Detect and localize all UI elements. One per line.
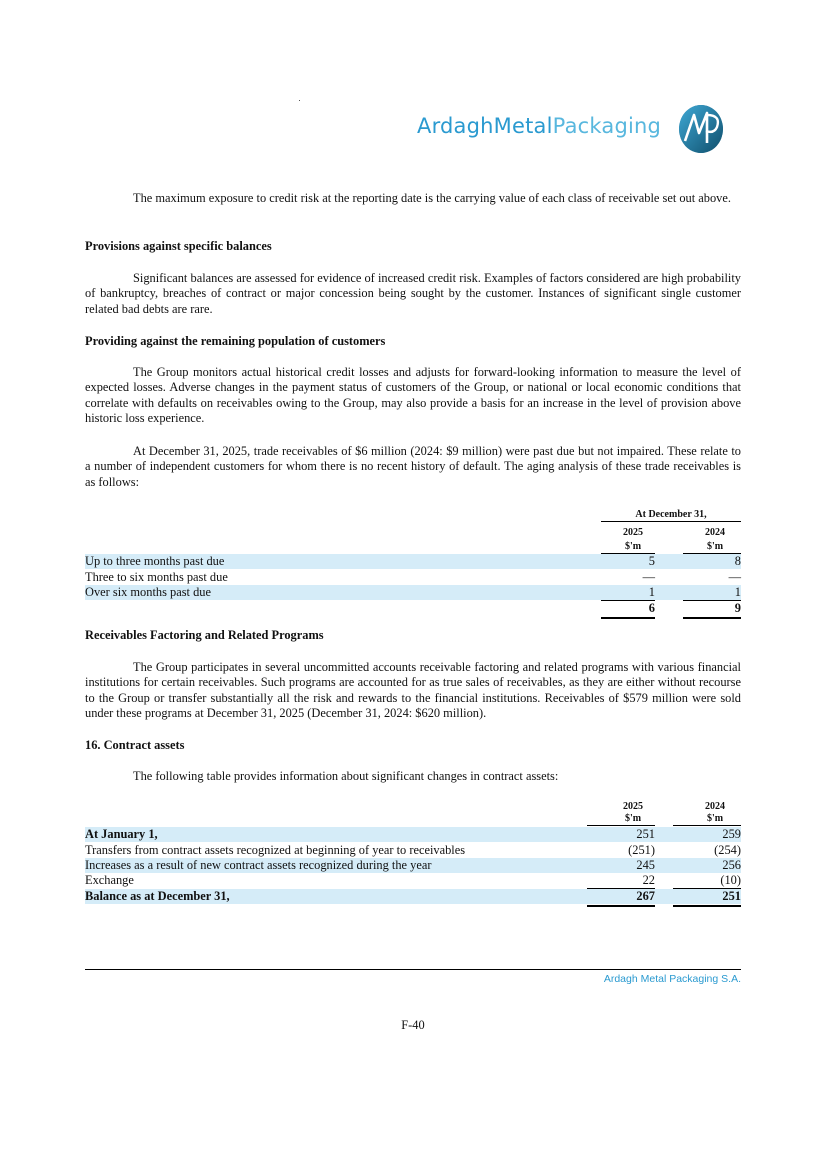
aging-col-2025-unit: $'m [624,541,642,552]
contract-col-2024-year: 2024 [705,801,725,812]
aging-table [85,508,741,620]
contract-total-rule-2024 [673,905,741,907]
aging-group-rule [601,521,741,522]
footer-divider [85,969,741,970]
table-row: Transfers from contract assets recognized at beginning of year to receivables (251) (254) [85,843,741,857]
company-logo [417,103,727,155]
logo-wordmark: ArdaghMetalPackaging [417,114,662,138]
table-row: Up to three months past due 5 8 [85,554,741,568]
table-row: Balance as at December 31, 267 251 [85,889,741,903]
aging-total-rule-2025 [601,617,655,619]
heading-contract-assets: 16. Contract assets [85,738,185,752]
heading-specific-balances: Provisions against specific balances [85,239,272,253]
aging-total-rule-2024 [683,617,741,619]
aging-col-2025-year: 2025 [623,527,643,538]
table-row: Exchange 22 (10) [85,873,741,887]
contract-total-rule-2025 [587,905,655,907]
paragraph-contract-intro: The following table provides information about significant changes in contract assets: [133,769,559,783]
paragraph-historical-losses: The Group monitors actual historical credit losses and adjusts for forward-looking information to measure the level of expected losses. Adverse changes in the payment status of customers of the Group, or national or local economic conditions that correlate with defaults on receivables owing to the Group, may also provide a basis for an increase in the level of provision above historic loss experience. [85,365,741,425]
paragraph-specific-balances: Significant balances are assessed for evidence of increased credit risk. Examples of factors considered are high probability of bankruptcy, breaches of contract or major concession being sought by the customer. Instances of significant single customer related bad debts are rare. [85,271,741,316]
amp-monogram-icon [677,103,725,155]
table-row: Increases as a result of new contract assets recognized during the year 245 256 [85,858,741,872]
aging-group-header: At December 31, [635,509,707,520]
aging-col-2024-unit: $'m [706,541,724,552]
contract-col-2025-rule [587,825,655,826]
contract-col-2024-rule [673,825,741,826]
contract-assets-table [85,800,741,910]
stray-dot [299,100,300,101]
footer-company-name: Ardagh Metal Packaging S.A. [603,973,741,985]
heading-remaining-population: Providing against the remaining population of customers [85,334,386,348]
table-row: Over six months past due 1 1 [85,585,741,599]
heading-factoring: Receivables Factoring and Related Programs [85,628,324,642]
page-number: F-40 [401,1018,425,1032]
contract-col-2025-unit: $'m [624,813,642,824]
aging-total-row: 6 9 [648,601,741,615]
table-row: At January 1, 251 259 [85,827,741,841]
aging-col-2024-year: 2024 [705,527,725,538]
contract-col-2024-unit: $'m [706,813,724,824]
paragraph-factoring: The Group participates in several uncommitted accounts receivable factoring and related programs with various financial institutions for certain receivables. Such programs are accounted for as true sales of receivables, as they are either without recourse to the Group or transfer substantially all the risk and rewards to the financial institutions. Receivables of $579 million were sold under these programs at December 31, 2025 (December 31, 2024: $620 million). [85,660,741,720]
contract-col-2025-year: 2025 [623,801,643,812]
table-row: Three to six months past due — — [85,570,741,584]
paragraph-credit-exposure: The maximum exposure to credit risk at the reporting date is the carrying value of each class of receivable set out above. [133,191,731,205]
paragraph-past-due: At December 31, 2025, trade receivables of $6 million (2024: $9 million) were past due but not impaired. These relate to a number of independent customers for whom there is no recent history of default. The aging analysis of these trade receivables is as follows: [85,444,741,489]
